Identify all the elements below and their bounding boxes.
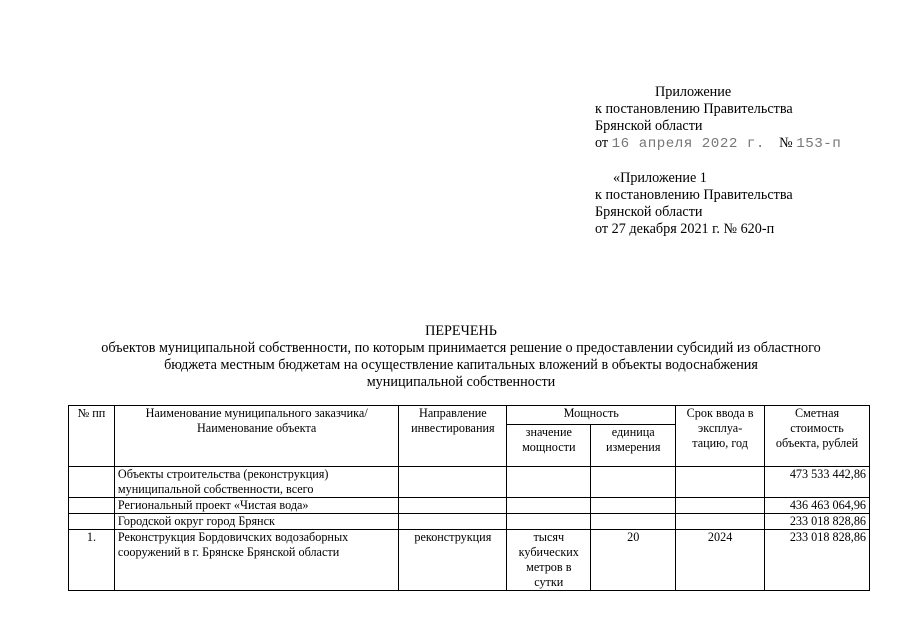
cell-unit: тысяч кубических метров в сутки [507, 530, 591, 591]
cell-direction [399, 498, 507, 514]
cell-cost: 473 533 442,86 [765, 467, 870, 498]
number-prefix: № [779, 135, 793, 151]
appendix-1-line-region: Брянской области [595, 204, 703, 220]
cell-num [69, 467, 115, 498]
cell-cost: 233 018 828,86 [765, 530, 870, 591]
header-num: № пп [69, 406, 115, 467]
cell-unit [507, 498, 591, 514]
header-capacity: Мощность [507, 406, 676, 425]
header-cost: Сметная стоимость объекта, рублей [765, 406, 870, 467]
objects-table [68, 405, 870, 591]
title-line-2: объектов муниципальной собственности, по которым принимается решение о предоставлении субсидий из областного [101, 340, 821, 356]
cell-year [676, 514, 765, 530]
cell-value [591, 514, 676, 530]
cell-name: Региональный проект «Чистая вода» [114, 498, 398, 514]
header-capacity-unit: единица измерения [591, 425, 676, 467]
table-row [69, 514, 870, 530]
appendix-title: Приложение [655, 84, 732, 100]
cell-value [591, 498, 676, 514]
cell-unit [507, 467, 591, 498]
cell-name: Реконструкция Бордовичских водозаборных сооружений в г. Брянске Брянской области [114, 530, 398, 591]
cell-name: Городской округ город Брянск [114, 514, 398, 530]
cell-cost: 233 018 828,86 [765, 514, 870, 530]
cell-year: 2024 [676, 530, 765, 591]
cell-num: 1. [69, 530, 115, 591]
cell-direction [399, 467, 507, 498]
appendix-line-decree: к постановлению Правительства [595, 101, 793, 117]
header-appendix-bottom [595, 170, 793, 238]
cell-value [591, 467, 676, 498]
cell-year [676, 498, 765, 514]
cell-year [676, 467, 765, 498]
date-prefix: от [595, 135, 609, 151]
cell-unit [507, 514, 591, 530]
appendix-1-line-date: от 27 декабря 2021 г. № 620-п [595, 221, 775, 237]
number-value: 153-п [796, 136, 842, 152]
header-appendix-top [595, 84, 841, 153]
document-title [60, 323, 862, 391]
header-capacity-value: значение мощности [507, 425, 591, 467]
appendix-1-line-decree: к постановлению Правительства [595, 187, 793, 203]
appendix-line-region: Брянской области [595, 118, 703, 134]
header-name: Наименование муниципального заказчика/Наименование объекта [114, 406, 398, 467]
table-row [69, 467, 870, 498]
cell-num [69, 498, 115, 514]
title-line-3: бюджета местным бюджетам на осуществление капитальных вложений в объекты водоснабжения [164, 357, 758, 373]
appendix-date-line [595, 135, 841, 153]
header-direction: Направление инвестирования [399, 406, 507, 467]
title-heading: ПЕРЕЧЕНЬ [425, 323, 497, 339]
cell-direction: реконструкция [399, 530, 507, 591]
cell-name: Объекты строительства (реконструкция) муниципальной собственности, всего [114, 467, 398, 498]
cell-direction [399, 514, 507, 530]
header-commission: Срок ввода в эксплуа- тацию, год [676, 406, 765, 467]
date-value: 16 апреля 2022 г. [611, 136, 765, 152]
cell-num [69, 514, 115, 530]
table-row [69, 530, 870, 591]
title-line-4: муниципальной собственности [366, 374, 556, 390]
cell-cost: 436 463 064,96 [765, 498, 870, 514]
cell-value: 20 [591, 530, 676, 591]
table-row [69, 498, 870, 514]
appendix-1-title: «Приложение 1 [613, 170, 707, 186]
